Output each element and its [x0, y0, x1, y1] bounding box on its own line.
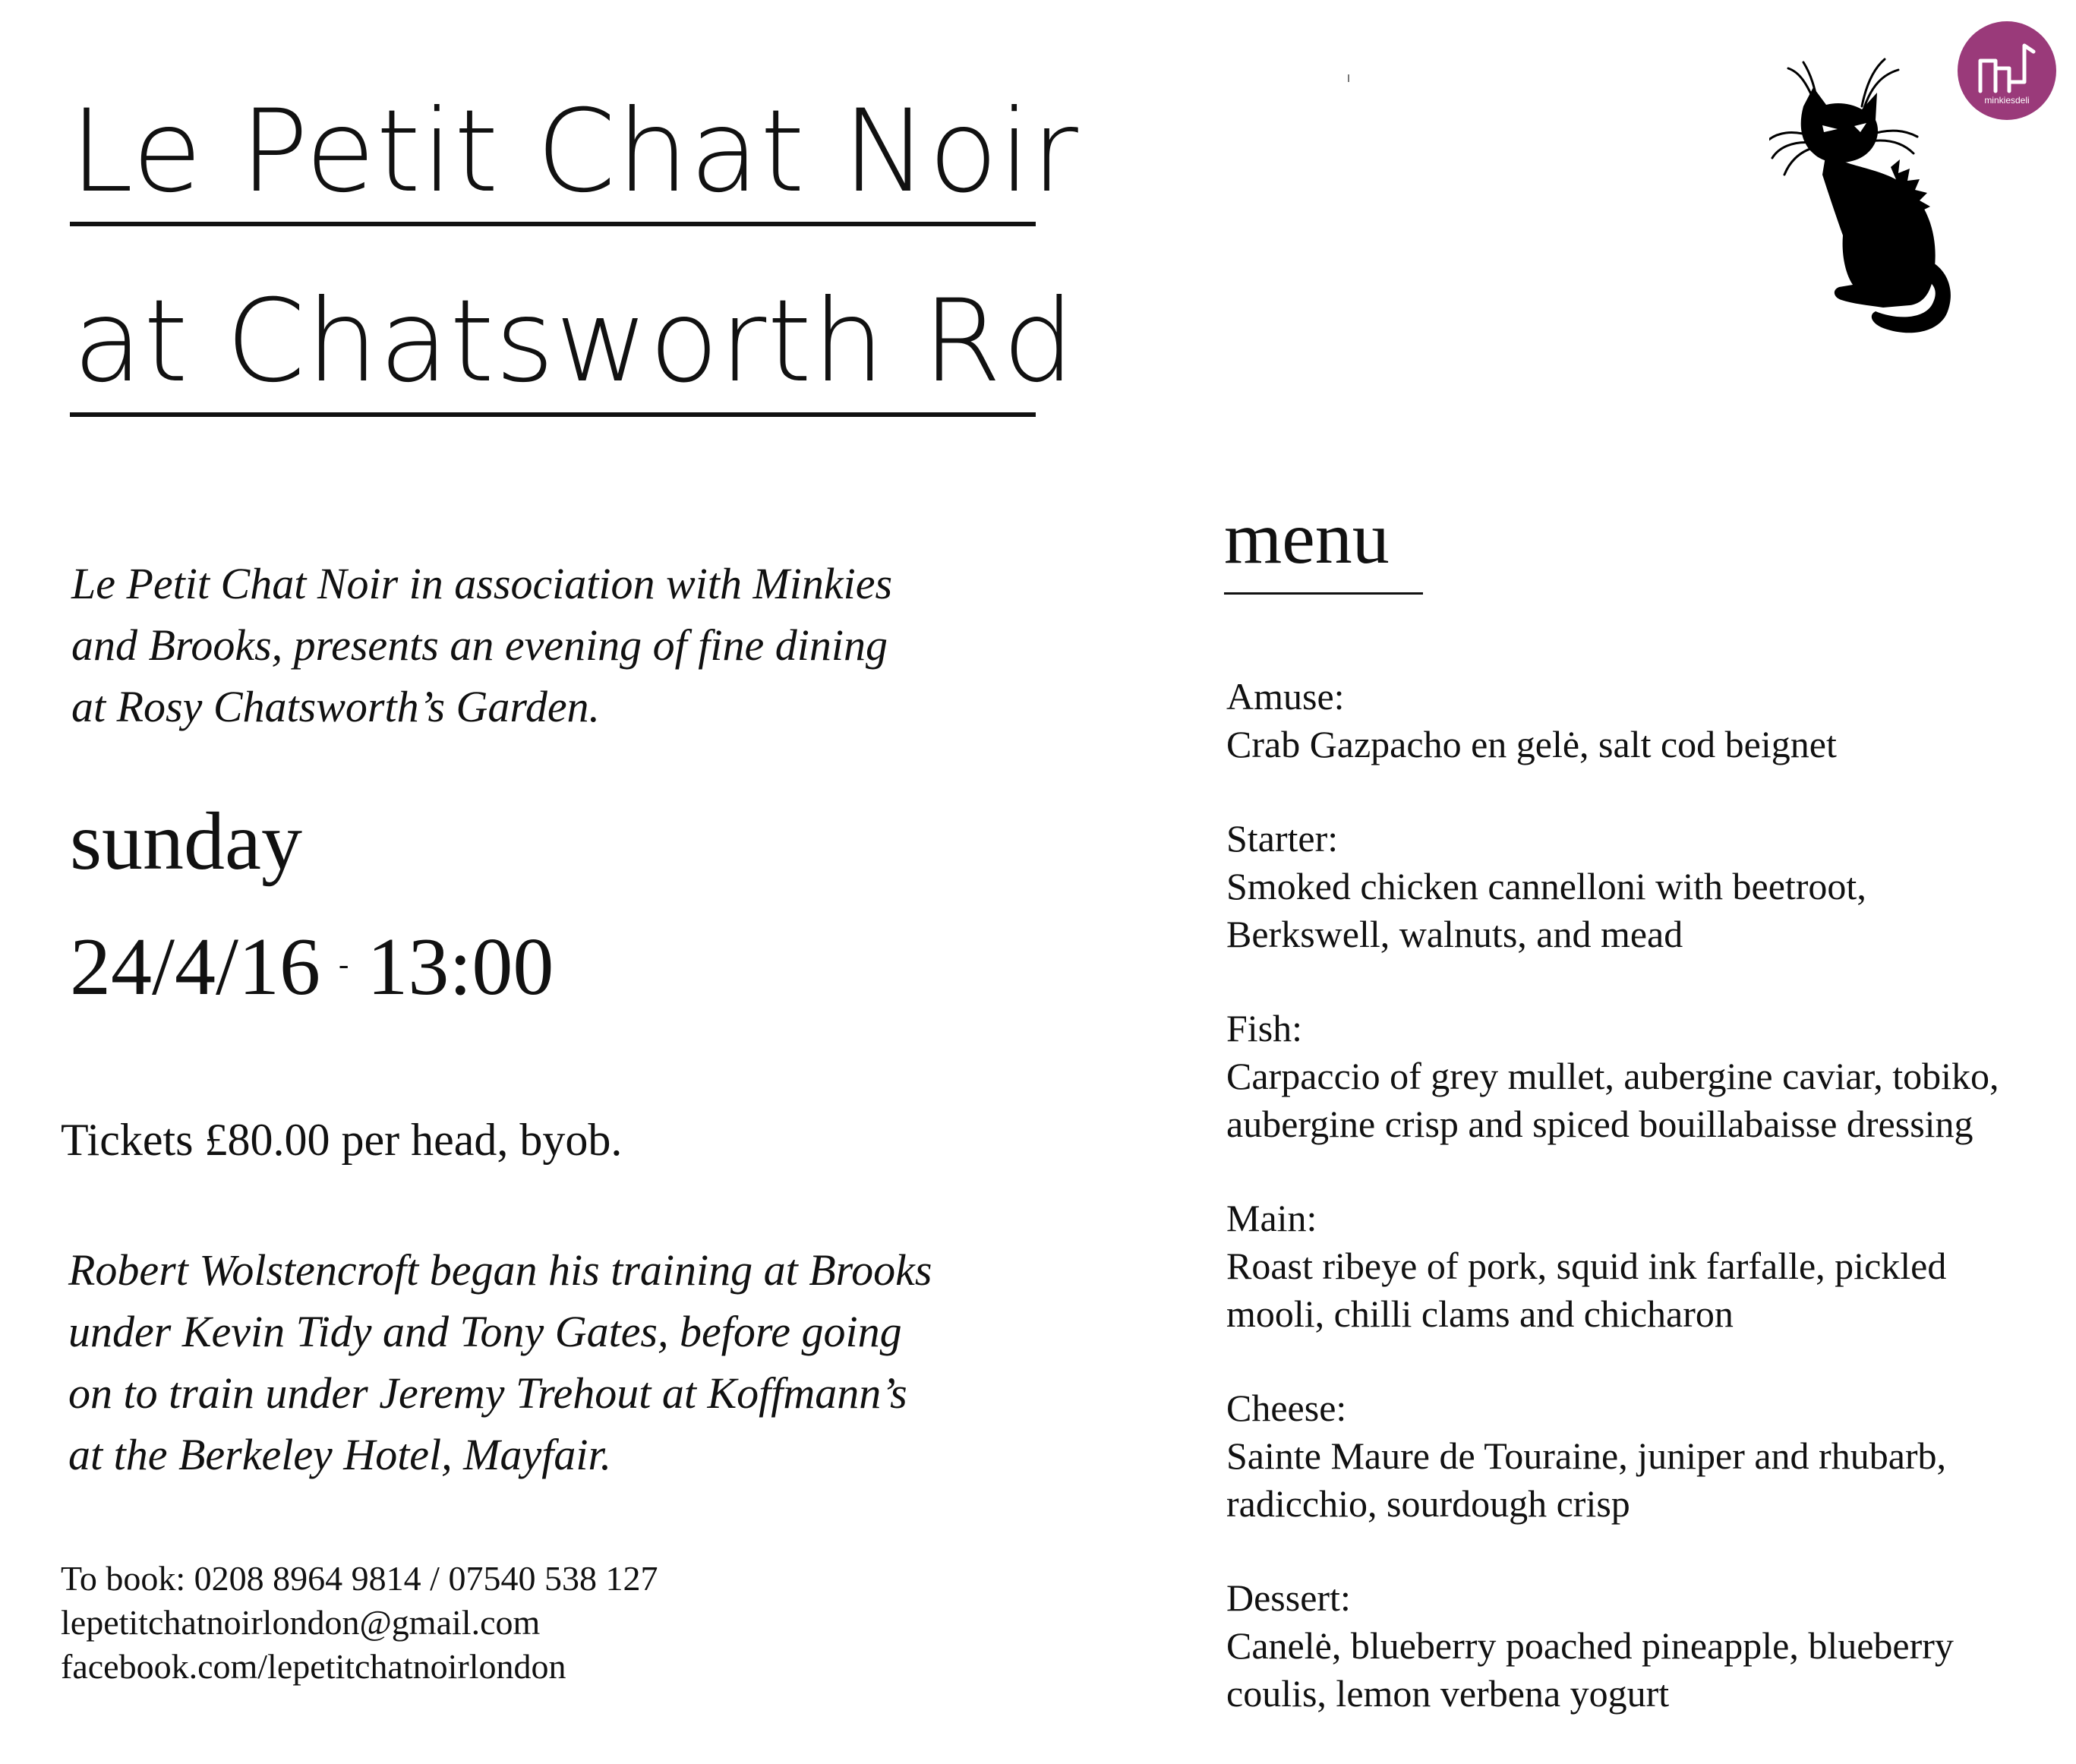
ticket-price: Tickets £80.00 per head, byob. — [61, 1115, 623, 1165]
menu-heading: menu — [1224, 497, 1390, 579]
course-label: Amuse: — [1226, 675, 1345, 718]
menu-course-dessert — [1226, 1574, 1999, 1718]
booking-phone: To book: 0208 8964 9814 / 07540 538 127 — [61, 1559, 658, 1598]
menu-course-starter — [1226, 815, 1999, 958]
intro-line: at Rosy Chatsworth’s Garden. — [71, 682, 601, 731]
event-date-time — [70, 922, 554, 1012]
course-label: Cheese: — [1226, 1387, 1347, 1429]
date-time-separator: - — [339, 947, 349, 981]
course-label: Starter: — [1226, 817, 1339, 860]
bio-line: at the Berkeley Hotel, Mayfair. — [68, 1430, 612, 1479]
course-description: Smoked chicken cannelloni with beetroot, — [1226, 865, 1866, 907]
intro-paragraph — [71, 553, 892, 737]
intro-line: and Brooks, presents an evening of fine dining — [71, 620, 888, 670]
course-description: Canelė, blueberry poached pineapple, blueberry — [1226, 1624, 1954, 1667]
event-time: 13:00 — [367, 922, 554, 1012]
facebook-link[interactable]: facebook.com/lepetitchatnoirlondon — [61, 1647, 566, 1686]
course-description: radicchio, sourdough crisp — [1226, 1482, 1630, 1525]
bio-line: under Kevin Tidy and Tony Gates, before going — [68, 1307, 902, 1356]
bio-line: on to train under Jeremy Trehout at Koffmann’s — [68, 1368, 907, 1418]
booking-email[interactable]: lepetitchatnoirlondon@gmail.com — [61, 1603, 541, 1642]
course-description: Sainte Maure de Touraine, juniper and rhubarb, — [1226, 1434, 1947, 1477]
course-description: Berkswell, walnuts, and mead — [1226, 913, 1683, 955]
course-label: Dessert: — [1226, 1576, 1351, 1619]
course-description: mooli, chilli clams and chicharon — [1226, 1292, 1734, 1335]
black-cat-icon — [1769, 53, 1974, 342]
event-date: 24/4/16 — [70, 922, 321, 1012]
chef-bio — [68, 1239, 932, 1485]
menu-course-fish — [1226, 1005, 1999, 1148]
title-underline-1 — [70, 222, 1036, 226]
brand-text: minkiesdeli — [1984, 95, 2030, 106]
stray-mark — [1348, 74, 1349, 82]
event-day: sunday — [70, 797, 302, 887]
menu-underline — [1224, 592, 1423, 595]
course-description: Roast ribeye of pork, squid ink farfalle, pickled — [1226, 1245, 1947, 1287]
menu-course-amuse — [1226, 673, 1999, 768]
intro-line: Le Petit Chat Noir in association with Minkies — [71, 559, 893, 608]
booking-contact — [61, 1557, 658, 1689]
menu-course-main — [1226, 1194, 1999, 1338]
bio-line: Robert Wolstencroft began his training at Brooks — [68, 1245, 932, 1295]
course-description: aubergine crisp and spiced bouillabaisse dressing — [1226, 1103, 1973, 1145]
menu-list — [1226, 673, 1999, 1764]
course-description: Carpaccio of grey mullet, aubergine caviar, tobiko, — [1226, 1055, 1999, 1097]
minkies-deli-logo — [1958, 21, 2056, 120]
event-title-line-1: Le Petit Chat Noir — [70, 86, 1079, 218]
title-underline-2 — [70, 412, 1036, 417]
course-description: Crab Gazpacho en gelė, salt cod beignet — [1226, 723, 1837, 765]
course-label: Main: — [1226, 1197, 1317, 1239]
course-label: Fish: — [1226, 1007, 1303, 1049]
event-title-line-2: at Chatsworth Rd — [73, 276, 1076, 408]
course-description: coulis, lemon verbena yogurt — [1226, 1672, 1670, 1715]
menu-course-cheese — [1226, 1384, 1999, 1528]
